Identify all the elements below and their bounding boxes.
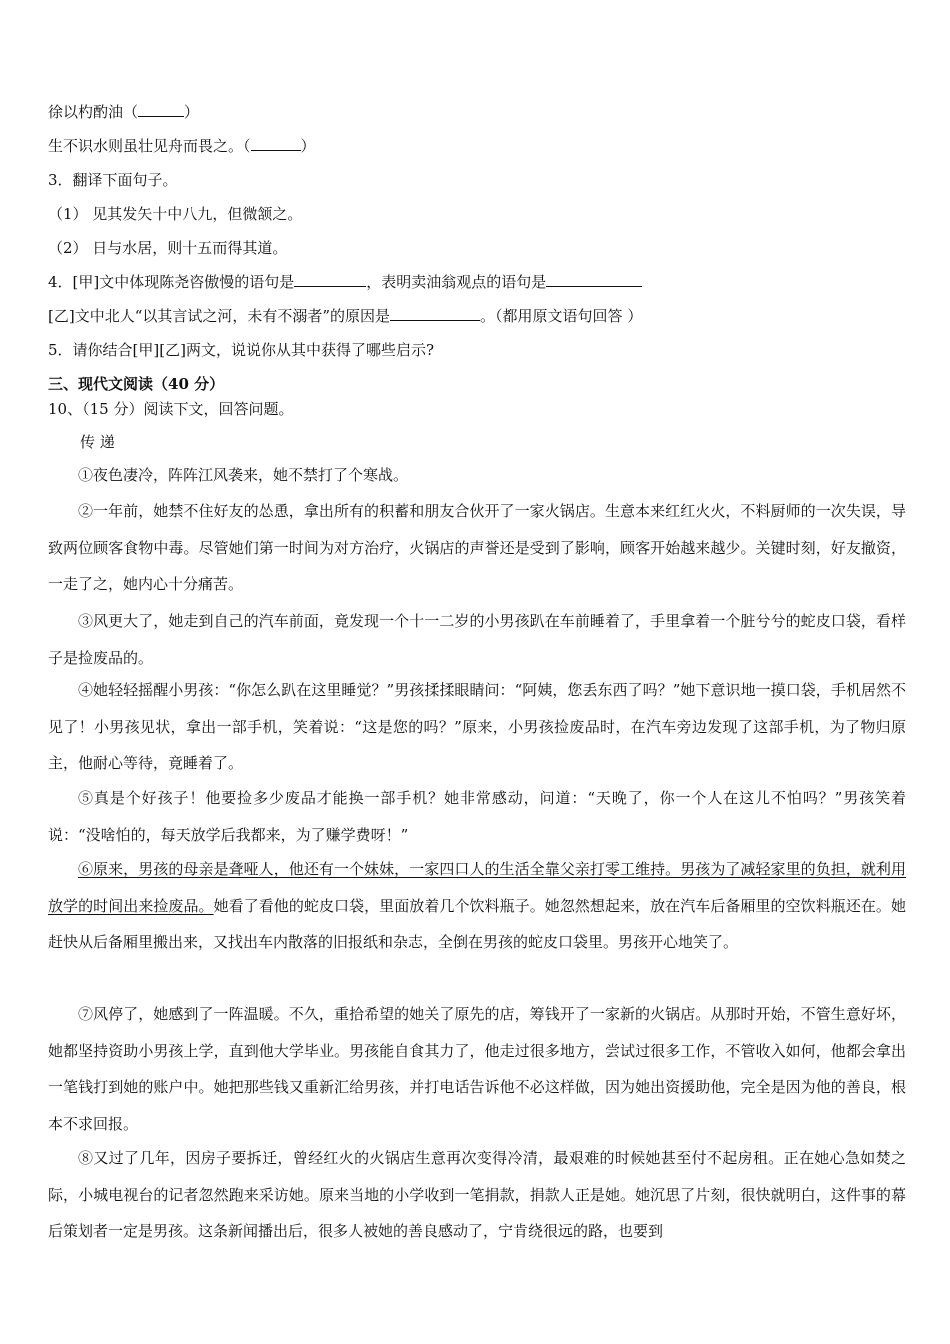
- paragraph-8: ⑧又过了几年，因房子要拆迁，曾经红火的火锅店生意再次变得冷清，最艰难的时候她甚至付不起房租。正在她心急如焚之际，小城电视台的记者忽然跑来采访她。原来当地的小学收到一笔捐款，捐款人正是她。她沉思了片刻，很快就明白，这件事的幕后策划者一定是男孩。这条新闻播出后，很多人被她的善良感动了，宁肯绕很远的路，也要到: [48, 1149, 906, 1240]
- q3-stem: 3．翻译下面句子。: [48, 171, 178, 189]
- q5-stem: 5．请你结合[甲][乙]两文，说说你从其中获得了哪些启示?: [48, 341, 434, 359]
- q10-stem: 10、（15 分）阅读下文，回答问题。: [48, 400, 294, 418]
- paragraph-1: ①夜色凄冷，阵阵江风袭来，她不禁打了个寒战。: [78, 466, 409, 484]
- paragraph-5: ⑤真是个好孩子！他要捡多少废品才能换一部手机？她非常感动，问道：“天晚了，你一个人在这儿不怕吗？”男孩笑着说：“没啥怕的，每天放学后我都来，为了赚学费呀！”: [48, 789, 906, 844]
- answer-blank[interactable]: [138, 102, 184, 117]
- q4-part-3: [乙]文中北人“以其言试之河，未有不溺者”的原因是: [48, 307, 391, 325]
- paragraph-3: ③风更大了，她走到自己的汽车前面，竟发现一个十一二岁的小男孩趴在车前睡着了，手里拿着一个脏兮兮的蛇皮口袋，看样子是捡废品的。: [48, 612, 906, 667]
- paragraph-6-rest: 她看了看他的蛇皮口袋，里面放着几个饮料瓶子。她忽然想起来，放在汽车后备厢里的空饮料瓶还在。她赶快从后备厢里搬出来，又找出车内散落的旧报纸和杂志，全倒在男孩的蛇皮口袋里。男孩开心地笑了。: [48, 896, 906, 951]
- q4-part-2: ，表明卖油翁观点的语句是: [366, 273, 547, 291]
- q2-item-3: [48, 102, 908, 122]
- q2-item-3-close: ）: [184, 103, 200, 121]
- answer-blank[interactable]: [390, 306, 480, 321]
- answer-blank[interactable]: [546, 272, 642, 287]
- q2-item-3-text: 徐以杓酌油（: [48, 103, 139, 121]
- q4-line-2: [48, 306, 908, 326]
- answer-blank[interactable]: [294, 272, 366, 287]
- passage-title: 传 递: [80, 433, 115, 451]
- q2-item-4-close: ）: [300, 137, 316, 155]
- paragraph-4: ④她轻轻摇醒小男孩：“你怎么趴在这里睡觉？”男孩揉揉眼睛问：“阿姨，您丢东西了吗？”她下意识地一摸口袋，手机居然不见了！小男孩见状，拿出一部手机，笑着说：“这是您的吗？”原来，小男孩捡废品时，在汽车旁边发现了这部手机，为了物归原主，他耐心等待，竟睡着了。: [48, 681, 906, 772]
- q3-sentence-1: （1） 见其发矢十中八九，但微颔之。: [48, 205, 303, 223]
- q3-sentence-2: （2） 日与水居，则十五而得其道。: [48, 239, 288, 257]
- underlined-sentence: ⑥原来，男孩的母亲是聋哑人，他还有一个妹妹，一家四口人的生活全靠父亲打零工维持。男孩为了减轻家里的负担，就利用放学的时间出来捡废品。: [48, 860, 906, 915]
- paragraph-7: ⑦风停了，她感到了一阵温暖。不久，重拾希望的她关了原先的店，筹钱开了一家新的火锅店。从那时开始，不管生意好坏，她都坚持资助小男孩上学，直到他大学毕业。男孩能自食其力了，他走过很多地方，尝试过很多工作，不管收入如何，他都会拿出一笔钱打到她的账户中。她把那些钱又重新汇给男孩，并打电话告诉他不必这样做，因为她出资援助他，完全是因为他的善良，根本不求回报。: [48, 1005, 906, 1133]
- q4-part-1: 4．[甲]文中体现陈尧咨傲慢的语句是: [48, 273, 295, 291]
- q4-part-4: 。（都用原文语句回答 ）: [480, 307, 643, 325]
- answer-blank[interactable]: [251, 136, 301, 151]
- q4-line-1: [48, 272, 908, 292]
- q2-item-4: [48, 136, 908, 156]
- paragraph-2: ②一年前，她禁不住好友的怂恿，拿出所有的积蓄和朋友合伙开了一家火锅店。生意本来红红火火，不料厨师的一次失误，导致两位顾客食物中毒。尽管她们第一时间为对方治疗，火锅店的声誉还是受到了影响，顾客开始越来越少。关键时刻，好友撤资，一走了之，她内心十分痛苦。: [48, 502, 906, 593]
- section-heading: 三、现代文阅读（40 分）: [48, 375, 225, 393]
- paragraph-6: [48, 851, 906, 961]
- q2-item-4-text: 生不识水则虽壮见舟而畏之。（: [48, 137, 251, 155]
